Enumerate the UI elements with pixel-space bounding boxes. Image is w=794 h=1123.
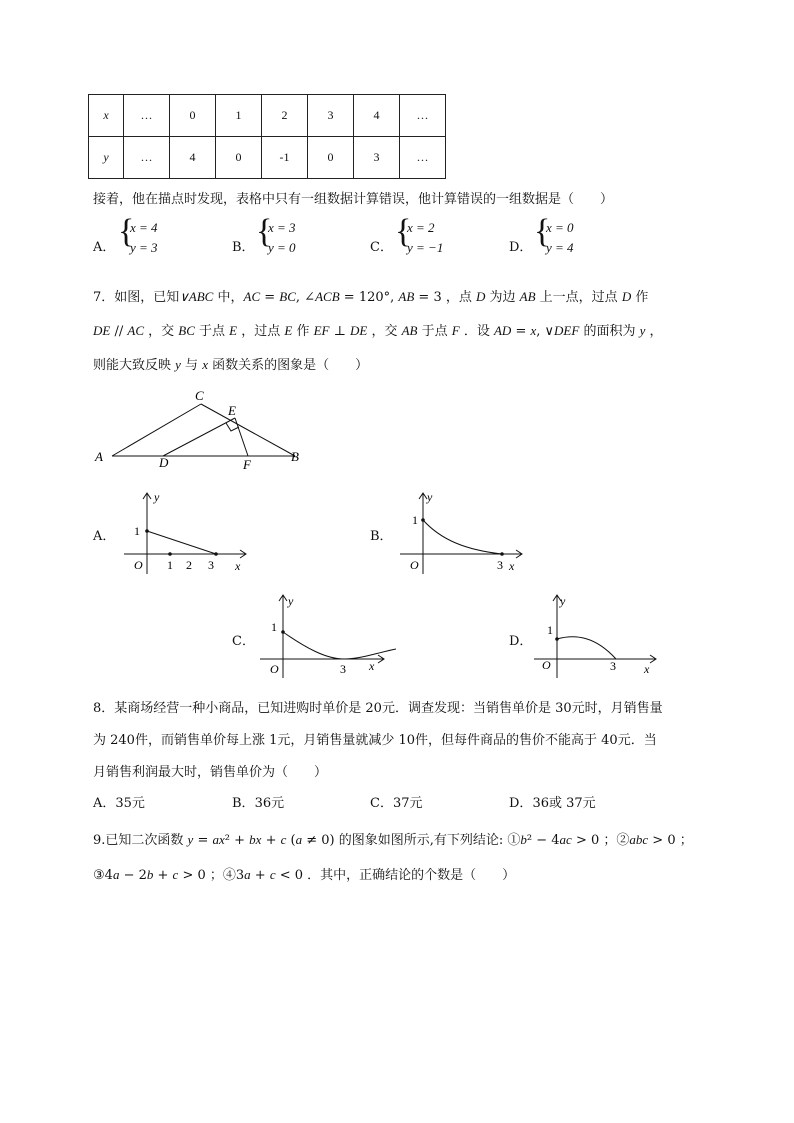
tick-label: 3 bbox=[340, 662, 346, 676]
point-label-c: C bbox=[195, 388, 204, 403]
tick-label: 2 bbox=[186, 558, 192, 572]
table-cell: 3 bbox=[354, 137, 400, 179]
table-cell: -1 bbox=[262, 137, 308, 179]
point-marker bbox=[281, 630, 285, 634]
option-label: A． bbox=[93, 796, 116, 811]
table-cell: … bbox=[400, 137, 446, 179]
q7-graph-d[interactable] bbox=[530, 590, 665, 680]
origin-label: O bbox=[270, 662, 279, 676]
brace-icon: { bbox=[118, 213, 135, 250]
q7-graph-a[interactable] bbox=[120, 488, 255, 578]
table-header-y: y bbox=[89, 137, 124, 179]
q9-line-2: ③4a − 2b + c > 0 ；④3a + c < 0 ．其中，正确结论的个数是（ ） bbox=[93, 867, 516, 883]
q7-option-b-label[interactable]: B． bbox=[370, 529, 393, 544]
point-label-a: A bbox=[95, 449, 103, 464]
axis-label-x: x bbox=[509, 559, 515, 573]
point-marker bbox=[145, 529, 149, 533]
triangle-figure bbox=[90, 385, 315, 475]
graph-curve bbox=[147, 531, 216, 554]
brace-icon: { bbox=[256, 213, 273, 250]
option-text: 36元 bbox=[254, 796, 285, 811]
q9-line-1: 9.已知二次函数 y = ax² + bx + c (a ≠ 0) 的图象如图所示,有下列结论: ①b² − 4ac > 0 ；②abc > 0 ； bbox=[93, 832, 693, 848]
table-cell: 4 bbox=[170, 137, 216, 179]
q6-option-c-label[interactable]: C． bbox=[370, 240, 393, 255]
q8-line-2: 为 240件，而销售单价每上涨 1元，月销售量就减少 10件，但每件商品的售价不能高于 40元．当 bbox=[93, 733, 657, 748]
q7-graph-c[interactable] bbox=[256, 590, 401, 680]
graph-curve bbox=[423, 520, 502, 554]
q8-option-b[interactable] bbox=[232, 792, 284, 811]
point-marker bbox=[555, 637, 559, 641]
graph-curve bbox=[283, 632, 396, 659]
q8-option-d[interactable] bbox=[509, 792, 596, 811]
table-cell: 0 bbox=[308, 137, 354, 179]
origin-label: O bbox=[542, 658, 551, 672]
graph-curve bbox=[557, 637, 616, 659]
segment-bc bbox=[201, 404, 295, 456]
equation-row: y = 3 bbox=[130, 240, 158, 255]
equation-row: x = 4 bbox=[130, 220, 158, 235]
axis-label-y: y bbox=[560, 594, 566, 608]
equation-row: y = 4 bbox=[546, 240, 574, 255]
axis-label-y: y bbox=[154, 490, 160, 504]
q7-line-2: DE // AC ，交 BC 于点 E ，过点 E 作 EF ⊥ DE ，交 AB 于点 F ．设 AD = x, ∨DEF 的面积为 y ， bbox=[93, 323, 663, 339]
table-cell: 0 bbox=[216, 137, 262, 179]
axis-label-x: x bbox=[644, 662, 650, 676]
origin-label: O bbox=[134, 558, 143, 572]
q6-option-b-label[interactable]: B． bbox=[232, 240, 255, 255]
table-cell: 4 bbox=[354, 95, 400, 137]
axis-label-x: x bbox=[369, 659, 375, 673]
tick-label: 3 bbox=[497, 558, 503, 572]
q6-text: 接着，他在描点时发现，表格中只有一组数据计算错误，他计算错误的一组数据是（ ） bbox=[93, 192, 614, 207]
equation-row: y = −1 bbox=[407, 240, 444, 255]
point-marker bbox=[214, 552, 218, 556]
point-label-d: D bbox=[159, 455, 169, 470]
equation-row: x = 3 bbox=[268, 220, 296, 235]
equation-row: y = 0 bbox=[268, 240, 296, 255]
option-text: 36或 37元 bbox=[532, 796, 596, 811]
point-marker bbox=[421, 518, 425, 522]
q6-option-a-label[interactable]: A． bbox=[93, 240, 116, 255]
table-header-x: x bbox=[89, 95, 124, 137]
table-cell: … bbox=[124, 137, 170, 179]
segment-de bbox=[163, 418, 235, 456]
tick-label: 1 bbox=[167, 558, 173, 572]
brace-icon: { bbox=[534, 213, 551, 250]
segment-ef bbox=[235, 418, 248, 456]
equation-row: x = 0 bbox=[546, 220, 574, 235]
q7-line-3: 则能大致反映 y 与 x 函数关系的图象是（ ） bbox=[93, 357, 369, 373]
tick-label: 1 bbox=[271, 620, 277, 634]
point-label-f: F bbox=[243, 457, 251, 472]
table-row-y bbox=[89, 137, 446, 179]
tick-label: 1 bbox=[134, 524, 140, 538]
table-cell: 3 bbox=[308, 95, 354, 137]
q7-option-d-label[interactable]: D． bbox=[509, 634, 533, 649]
point-marker bbox=[500, 552, 504, 556]
table-cell: 2 bbox=[262, 95, 308, 137]
brace-icon: { bbox=[395, 213, 412, 250]
option-label: B． bbox=[232, 796, 255, 811]
table-row-x bbox=[89, 95, 446, 137]
option-text: 35元 bbox=[115, 796, 145, 811]
q8-option-c[interactable] bbox=[370, 792, 423, 811]
option-label: C． bbox=[370, 796, 393, 811]
point-label-e: E bbox=[228, 403, 236, 418]
table-cell: … bbox=[124, 95, 170, 137]
q7-line-1: 7．如图，已知∨ABC 中，AC = BC, ∠ACB = 120°, AB = 3 ，点 D 为边 AB 上一点，过点 D 作 bbox=[93, 289, 649, 305]
point-marker bbox=[168, 552, 172, 556]
tick-label: 1 bbox=[412, 513, 418, 527]
tick-label: 3 bbox=[610, 659, 616, 673]
q8-option-a[interactable] bbox=[93, 792, 145, 811]
option-text: 37元 bbox=[392, 796, 423, 811]
option-label: D． bbox=[509, 796, 533, 811]
q8-line-3: 月销售利润最大时，销售单价为（ ） bbox=[93, 765, 328, 780]
tick-label: 1 bbox=[547, 623, 553, 637]
value-table bbox=[88, 94, 446, 179]
q7-option-c-label[interactable]: C． bbox=[232, 634, 255, 649]
table-cell: 1 bbox=[216, 95, 262, 137]
segment-ac bbox=[112, 404, 201, 456]
q8-line-1: 8．某商场经营一种小商品，已知进购时单价是 20元．调查发现：当销售单价是 30元时，月销售量 bbox=[93, 701, 663, 716]
q6-option-d-label[interactable]: D． bbox=[509, 240, 533, 255]
axis-label-y: y bbox=[427, 490, 433, 504]
q7-option-a-label[interactable]: A． bbox=[93, 529, 116, 544]
axis-label-x: x bbox=[235, 559, 241, 573]
axis-label-y: y bbox=[288, 594, 294, 608]
q7-graph-b[interactable] bbox=[396, 488, 531, 578]
table-cell: … bbox=[400, 95, 446, 137]
origin-label: O bbox=[410, 558, 419, 572]
table-cell: 0 bbox=[170, 95, 216, 137]
equation-row: x = 2 bbox=[407, 220, 435, 235]
tick-label: 3 bbox=[208, 558, 214, 572]
point-label-b: B bbox=[291, 449, 299, 464]
